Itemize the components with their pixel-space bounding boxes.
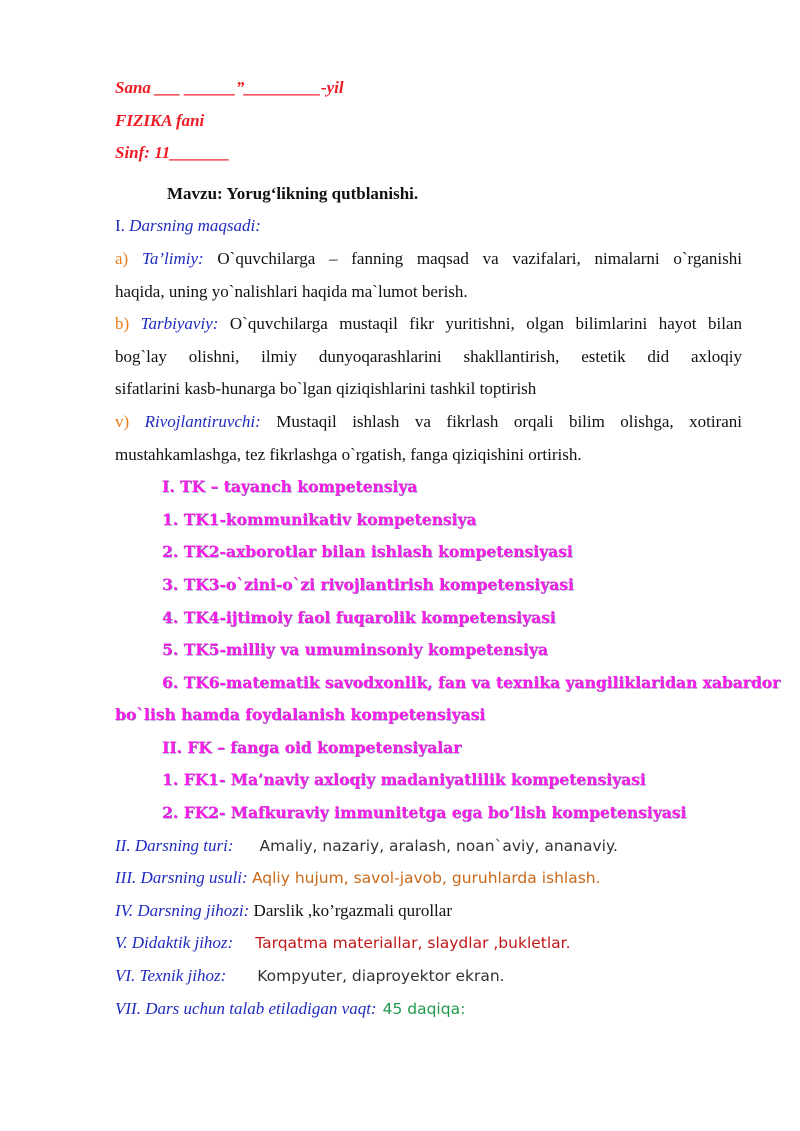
competency-heading-fk: II. FK – fanga oid kompetensiyalar <box>162 737 462 757</box>
time-row <box>115 993 742 1026</box>
goal-b-line2: bog`lay olishni, ilmiy dunyoqarashlarini shakllantirish, estetik did axloqiy <box>115 346 742 366</box>
goal-a-line1 <box>115 243 742 276</box>
lesson-topic: Mavzu: Yorug‘likning qutblanishi. <box>167 183 419 203</box>
lesson-equipment-row <box>115 895 742 928</box>
goal-v-label: Rivojlantiruvchi: <box>144 411 261 431</box>
time-number: VII. <box>115 998 141 1018</box>
didactic-number: V. <box>115 933 128 953</box>
competency-item: 3. TK3-o`zini-o`zi rivojlantirish kompetensiyasi <box>162 574 574 594</box>
lesson-equipment-value: Darslik ,ko’rgazmali qurollar <box>253 900 452 920</box>
lesson-type-number: II. <box>115 835 131 855</box>
goal-v-line1 <box>115 406 742 439</box>
competency-heading-tk: I. TK – tayanch kompetensiya <box>162 477 418 497</box>
lesson-type-value: Amaliy, nazariy, aralash, noan`aviy, ananaviy. <box>259 836 618 855</box>
subject-line: FIZIKA fani <box>115 110 205 130</box>
document-page <box>115 72 781 1025</box>
technical-value: Kompyuter, diaproyektor ekran. <box>257 967 505 986</box>
didactic-label: Didaktik jihoz: <box>131 933 234 953</box>
goal-v-text: Mustaqil ishlash va fikrlash orqali bilim olishga, xotirani <box>276 411 743 431</box>
goal-a-label: Ta’limiy: <box>141 248 204 268</box>
time-label: Dars uchun talab etiladigan vaqt: <box>145 998 377 1018</box>
competency-item: 4. TK4-ijtimoiy faol fuqarolik kompetensiyasi <box>162 607 556 627</box>
goal-a-marker: a) <box>115 248 129 268</box>
technical-number: VI. <box>115 966 136 986</box>
competency-item-continued: bo`lish hamda foydalanish kompetensiyasi <box>115 705 486 725</box>
lesson-type-label: Darsning turi: <box>134 835 234 855</box>
lesson-equipment-label: Darsning jihozi: <box>137 900 250 920</box>
goals-heading <box>115 210 742 243</box>
didactic-value: Tarqatma materiallar, slaydlar ,bukletlar. <box>255 934 571 953</box>
goal-v-line2: mustahkamlashga, tez fikrlashga o`rgatish, fanga qiziqishini ortirish. <box>115 444 582 464</box>
lesson-type-row <box>115 830 742 863</box>
technical-label: Texnik jihoz: <box>139 966 227 986</box>
competency-item: 1. TK1-kommunikativ kompetensiya <box>162 509 477 529</box>
didactic-row <box>115 927 742 960</box>
time-value: 45 daqiqa: <box>382 999 466 1018</box>
goal-v-marker: v) <box>115 411 130 431</box>
goals-title: Darsning maqsadi: <box>129 216 261 236</box>
goal-a-text: O`quvchilarga – fanning maqsad va vazifalari, nimalarni o`rganishi <box>217 248 742 268</box>
goal-b-text: O`quvchilarga mustaqil fikr yuritishni, olgan bilimlarini hayot bilan <box>229 314 742 334</box>
goal-b-line3: sifatlarini kasb-hunarga bo`lgan qiziqishlarini tashkil toptirish <box>115 379 537 399</box>
class-line: Sinf: 11_______ <box>115 143 230 163</box>
section-number: I. <box>115 216 125 236</box>
goal-b-line1 <box>115 308 742 341</box>
competency-item: 1. FK1- Ma’naviy axloqiy madaniyatlilik kompetensiyasi <box>162 770 646 790</box>
competency-item: 2. TK2-axborotlar bilan ishlash kompetensiyasi <box>162 542 573 562</box>
goal-a-line2: haqida, uning yo`nalishlari haqida ma`lumot berish. <box>115 281 468 301</box>
lesson-method-row <box>115 862 742 895</box>
lesson-method-value: Aqliy hujum, savol-javob, guruhlarda ishlash. <box>251 869 601 888</box>
competency-item: 5. TK5-milliy va umuminsoniy kompetensiya <box>162 640 548 660</box>
lesson-method-label: Darsning usuli: <box>140 868 248 888</box>
technical-row <box>115 960 742 993</box>
competency-item: 6. TK6-matematik savodxonlik, fan va texnika yangiliklaridan xabardor <box>162 672 781 692</box>
goal-b-label: Tarbiyaviy: <box>140 314 219 334</box>
lesson-equipment-number: IV. <box>115 900 134 920</box>
date-line: Sana ___ ______”_________-yil <box>115 78 344 97</box>
lesson-method-number: III. <box>115 868 137 888</box>
goal-b-marker: b) <box>115 314 130 334</box>
competency-item: 2. FK2- Mafkuraviy immunitetga ega bo‘lish kompetensiyasi <box>162 803 687 823</box>
